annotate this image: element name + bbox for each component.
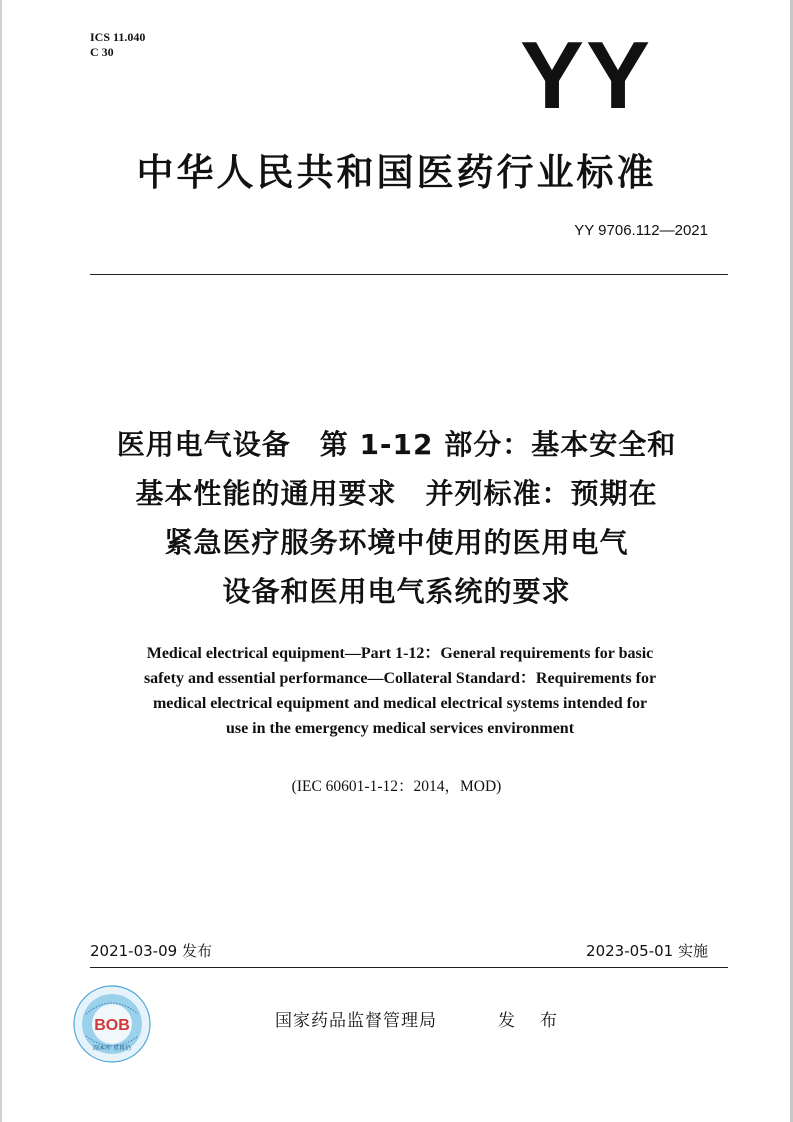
issue-action: 发 布 <box>498 1011 561 1031</box>
issue-date: 2021-03-09 发布 <box>90 942 212 960</box>
english-title <box>90 641 710 741</box>
standard-category-title: 中华人民共和国医药行业标准 <box>136 151 657 194</box>
chinese-title-line: 紧急医疗服务环境中使用的医用电气 <box>164 526 629 559</box>
english-title-line: medical electrical equipment and medical electrical systems intended for <box>152 695 648 712</box>
english-title-line: safety and essential performance—Collateral Standard：Requirements for <box>143 670 657 687</box>
standard-number: YY 9706.112—2021 <box>574 222 708 239</box>
header-divider <box>90 274 728 275</box>
implementation-date: 2023-05-01 实施 <box>586 942 708 960</box>
stamp-center-text: BOB <box>94 1017 130 1034</box>
stamp-caption: 副本库 重再仍 <box>93 1045 131 1052</box>
chinese-title-line: 基本性能的通用要求 并列标准：预期在 <box>135 477 658 510</box>
yy-logo: YY <box>520 22 653 129</box>
copy-stamp-icon <box>72 984 152 1064</box>
footer-divider <box>90 967 728 968</box>
issuing-authority: 国家药品监督管理局 <box>275 1011 437 1031</box>
chinese-title-line: 医用电气设备 第 1-12 部分：基本安全和 <box>116 428 677 461</box>
chinese-title <box>60 420 733 616</box>
chinese-title-line: 设备和医用电气系统的要求 <box>222 575 571 608</box>
classification-codes <box>90 30 145 60</box>
english-title-line: Medical electrical equipment—Part 1-12：General requirements for basic <box>146 645 654 662</box>
iec-reference: (IEC 60601-1-12：2014，MOD) <box>291 778 502 795</box>
english-title-line: use in the emergency medical services environment <box>225 720 575 737</box>
ccs-code: C 30 <box>90 45 114 59</box>
ics-code: ICS 11.040 <box>90 30 146 44</box>
